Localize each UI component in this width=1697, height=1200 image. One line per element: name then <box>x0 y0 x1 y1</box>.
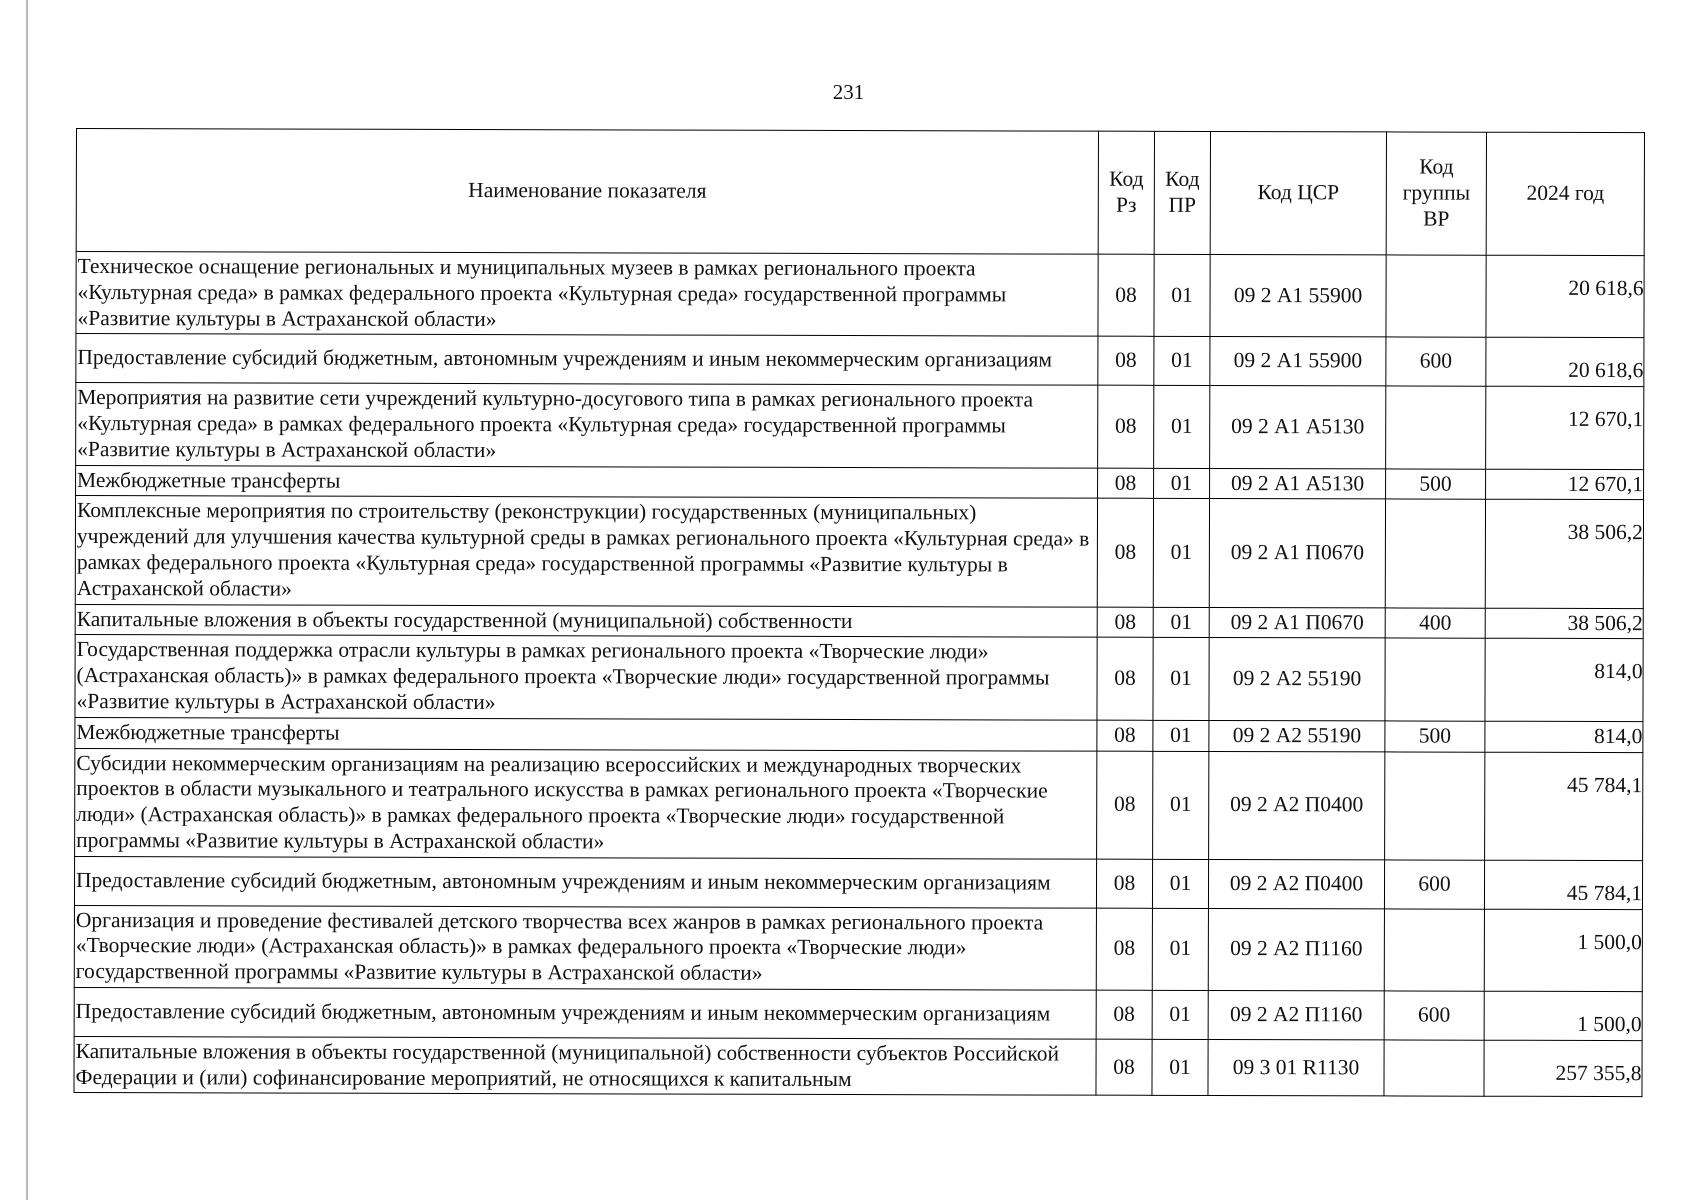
header-csr: Код ЦСР <box>1210 131 1386 254</box>
row-rz: 08 <box>1096 908 1152 991</box>
row-rz: 08 <box>1097 638 1153 721</box>
row-rz: 08 <box>1098 385 1154 468</box>
row-csr: 09 2 А2 П1160 <box>1208 990 1384 1039</box>
row-pr: 01 <box>1152 908 1208 991</box>
header-pr: Код ПР <box>1154 131 1210 254</box>
header-vr: Код группы ВР <box>1386 132 1486 255</box>
row-vr: 500 <box>1385 721 1485 752</box>
row-amount: 12 670,1 <box>1486 386 1644 469</box>
row-name: Предоставление субсидий бюджетным, автономным учреждениям и иным некоммерческим организациям <box>74 856 1096 907</box>
row-pr: 01 <box>1152 1039 1208 1096</box>
table-row <box>74 905 1642 991</box>
table-header-row <box>76 129 1644 256</box>
row-name: Межбюджетные трансферты <box>76 465 1098 498</box>
table-row <box>75 717 1643 752</box>
table-row <box>76 383 1644 469</box>
row-csr: 09 2 А1 П0670 <box>1209 499 1385 608</box>
row-pr: 01 <box>1154 254 1210 337</box>
row-name: Организация и проведение фестивалей детского творчества всех жанров в рамках регионального проекта «Творческие люди» (Астраханская область)» в рамках федерального проекта «Творческие люди» государственной программы «Развитие культуры в Астраханской области» <box>74 905 1096 990</box>
row-pr: 01 <box>1153 607 1209 638</box>
header-rz: Код Рз <box>1098 131 1154 254</box>
row-name: Техническое оснащение региональных и муниципальных музеев в рамках регионального проекта «Культурная среда» в рамках федерального проекта «Культурная среда» государственной программы «Развитие культуры в Астраханской области» <box>76 252 1098 337</box>
row-name: Государственная поддержка отрасли культуры в рамках регионального проекта «Творческие люди» (Астраханская область)» в рамках федерального проекта «Творческие люди» государственной программы «Развитие культуры в Астраханской области» <box>75 635 1097 720</box>
row-vr: 600 <box>1386 337 1486 386</box>
row-rz: 08 <box>1098 254 1154 337</box>
table-row <box>74 987 1642 1040</box>
row-name: Предоставление субсидий бюджетным, автономным учреждениям и иным некоммерческим организациям <box>74 987 1096 1038</box>
row-amount: 1 500,0 <box>1484 991 1642 1040</box>
table-row <box>75 604 1643 639</box>
row-name: Комплексные мероприятия по строительству (реконструкции) государственных (муниципальных) учреждений для улучшения качества культурной среды в рамках регионального проекта «Культурная среда» в рамках федерального проекта «Культурная среда» государственной программы «Развитие культуры в Астраханской области» <box>75 496 1097 607</box>
row-rz: 08 <box>1097 499 1153 607</box>
table-row <box>76 465 1644 500</box>
row-csr: 09 2 А2 55190 <box>1209 638 1385 721</box>
row-amount: 12 670,1 <box>1486 469 1644 500</box>
table-row <box>74 856 1642 909</box>
row-vr: 500 <box>1386 469 1486 500</box>
row-csr: 09 2 А1 55900 <box>1210 337 1386 386</box>
row-name: Межбюджетные трансферты <box>75 717 1097 750</box>
row-pr: 01 <box>1153 638 1209 721</box>
row-vr: 600 <box>1384 860 1484 909</box>
header-year: 2024 год <box>1486 132 1644 255</box>
row-vr: 400 <box>1385 607 1485 638</box>
row-rz: 08 <box>1097 607 1153 638</box>
row-vr <box>1384 908 1484 991</box>
row-amount: 20 618,6 <box>1486 255 1644 338</box>
table-row <box>75 748 1643 860</box>
row-amount: 814,0 <box>1485 639 1643 722</box>
row-vr <box>1384 1040 1484 1097</box>
table-row <box>74 1036 1642 1097</box>
row-vr: 600 <box>1384 991 1484 1040</box>
header-name: Наименование показателя <box>76 129 1098 255</box>
row-csr: 09 2 А1 П0670 <box>1209 607 1385 638</box>
row-pr: 01 <box>1153 720 1209 751</box>
row-pr: 01 <box>1152 990 1208 1039</box>
row-rz: 08 <box>1098 468 1154 499</box>
row-rz: 08 <box>1096 990 1152 1039</box>
row-vr <box>1385 751 1485 859</box>
row-vr <box>1385 499 1485 607</box>
row-rz: 08 <box>1097 751 1153 859</box>
row-pr: 01 <box>1154 386 1210 469</box>
row-name: Субсидии некоммерческим организациям на реализацию всероссийских и международных творческих проектов в области музыкального и театрального искусства в рамках регионального проекта «Творческие люди» (Астраханская область)» в рамках федерального проекта «Творческие люди» государственной программы «Развитие культуры в Астраханской области» <box>75 748 1097 859</box>
row-amount: 1 500,0 <box>1484 909 1642 992</box>
row-pr: 01 <box>1152 859 1208 908</box>
table-row <box>75 635 1643 721</box>
row-vr <box>1386 386 1486 469</box>
row-csr: 09 2 А2 П1160 <box>1208 908 1384 991</box>
budget-table <box>73 128 1645 1097</box>
row-rz: 08 <box>1097 720 1153 751</box>
row-pr: 01 <box>1154 468 1210 499</box>
row-csr: 09 2 А2 П0400 <box>1208 859 1384 908</box>
row-csr: 09 2 А2 П0400 <box>1209 751 1385 860</box>
row-rz: 08 <box>1098 337 1154 386</box>
row-amount: 20 618,6 <box>1486 338 1644 387</box>
row-amount: 38 506,2 <box>1485 608 1643 639</box>
page-number: 231 <box>832 80 865 104</box>
row-amount: 814,0 <box>1485 721 1643 752</box>
row-name: Предоставление субсидий бюджетным, автономным учреждениям и иным некоммерческим организациям <box>76 334 1098 385</box>
row-pr: 01 <box>1154 337 1210 386</box>
row-amount: 45 784,1 <box>1485 752 1643 861</box>
table-row <box>76 334 1644 387</box>
row-pr: 01 <box>1153 499 1209 607</box>
row-rz: 08 <box>1096 859 1152 908</box>
row-csr: 09 2 А1 А5130 <box>1210 468 1386 499</box>
row-name: Капитальные вложения в объекты государственной (муниципальной) собственности <box>75 604 1097 637</box>
binding-line <box>26 0 28 1200</box>
row-vr <box>1386 255 1486 338</box>
row-csr: 09 2 А1 55900 <box>1210 254 1386 337</box>
row-pr: 01 <box>1153 751 1209 859</box>
row-name: Капитальные вложения в объекты государственной (муниципальной) собственности субъектов Российской Федерации и (или) софинансирование мероприятий, не относящихся к капитальным <box>74 1036 1096 1095</box>
row-amount: 257 355,8 <box>1484 1040 1642 1097</box>
row-vr <box>1385 638 1485 721</box>
row-csr: 09 2 А1 А5130 <box>1210 386 1386 469</box>
row-rz: 08 <box>1096 1039 1152 1096</box>
row-name: Мероприятия на развитие сети учреждений культурно-досугового типа в рамках регионального проекта «Культурная среда» в рамках федерального проекта «Культурная среда» государственной программы «Развитие культуры в Астраханской области» <box>76 383 1098 468</box>
table-row <box>76 252 1644 338</box>
row-csr: 09 3 01 R1130 <box>1208 1039 1384 1096</box>
row-amount: 45 784,1 <box>1484 860 1642 909</box>
row-amount: 38 506,2 <box>1485 500 1643 609</box>
row-csr: 09 2 А2 55190 <box>1209 720 1385 751</box>
table-row <box>75 496 1643 608</box>
